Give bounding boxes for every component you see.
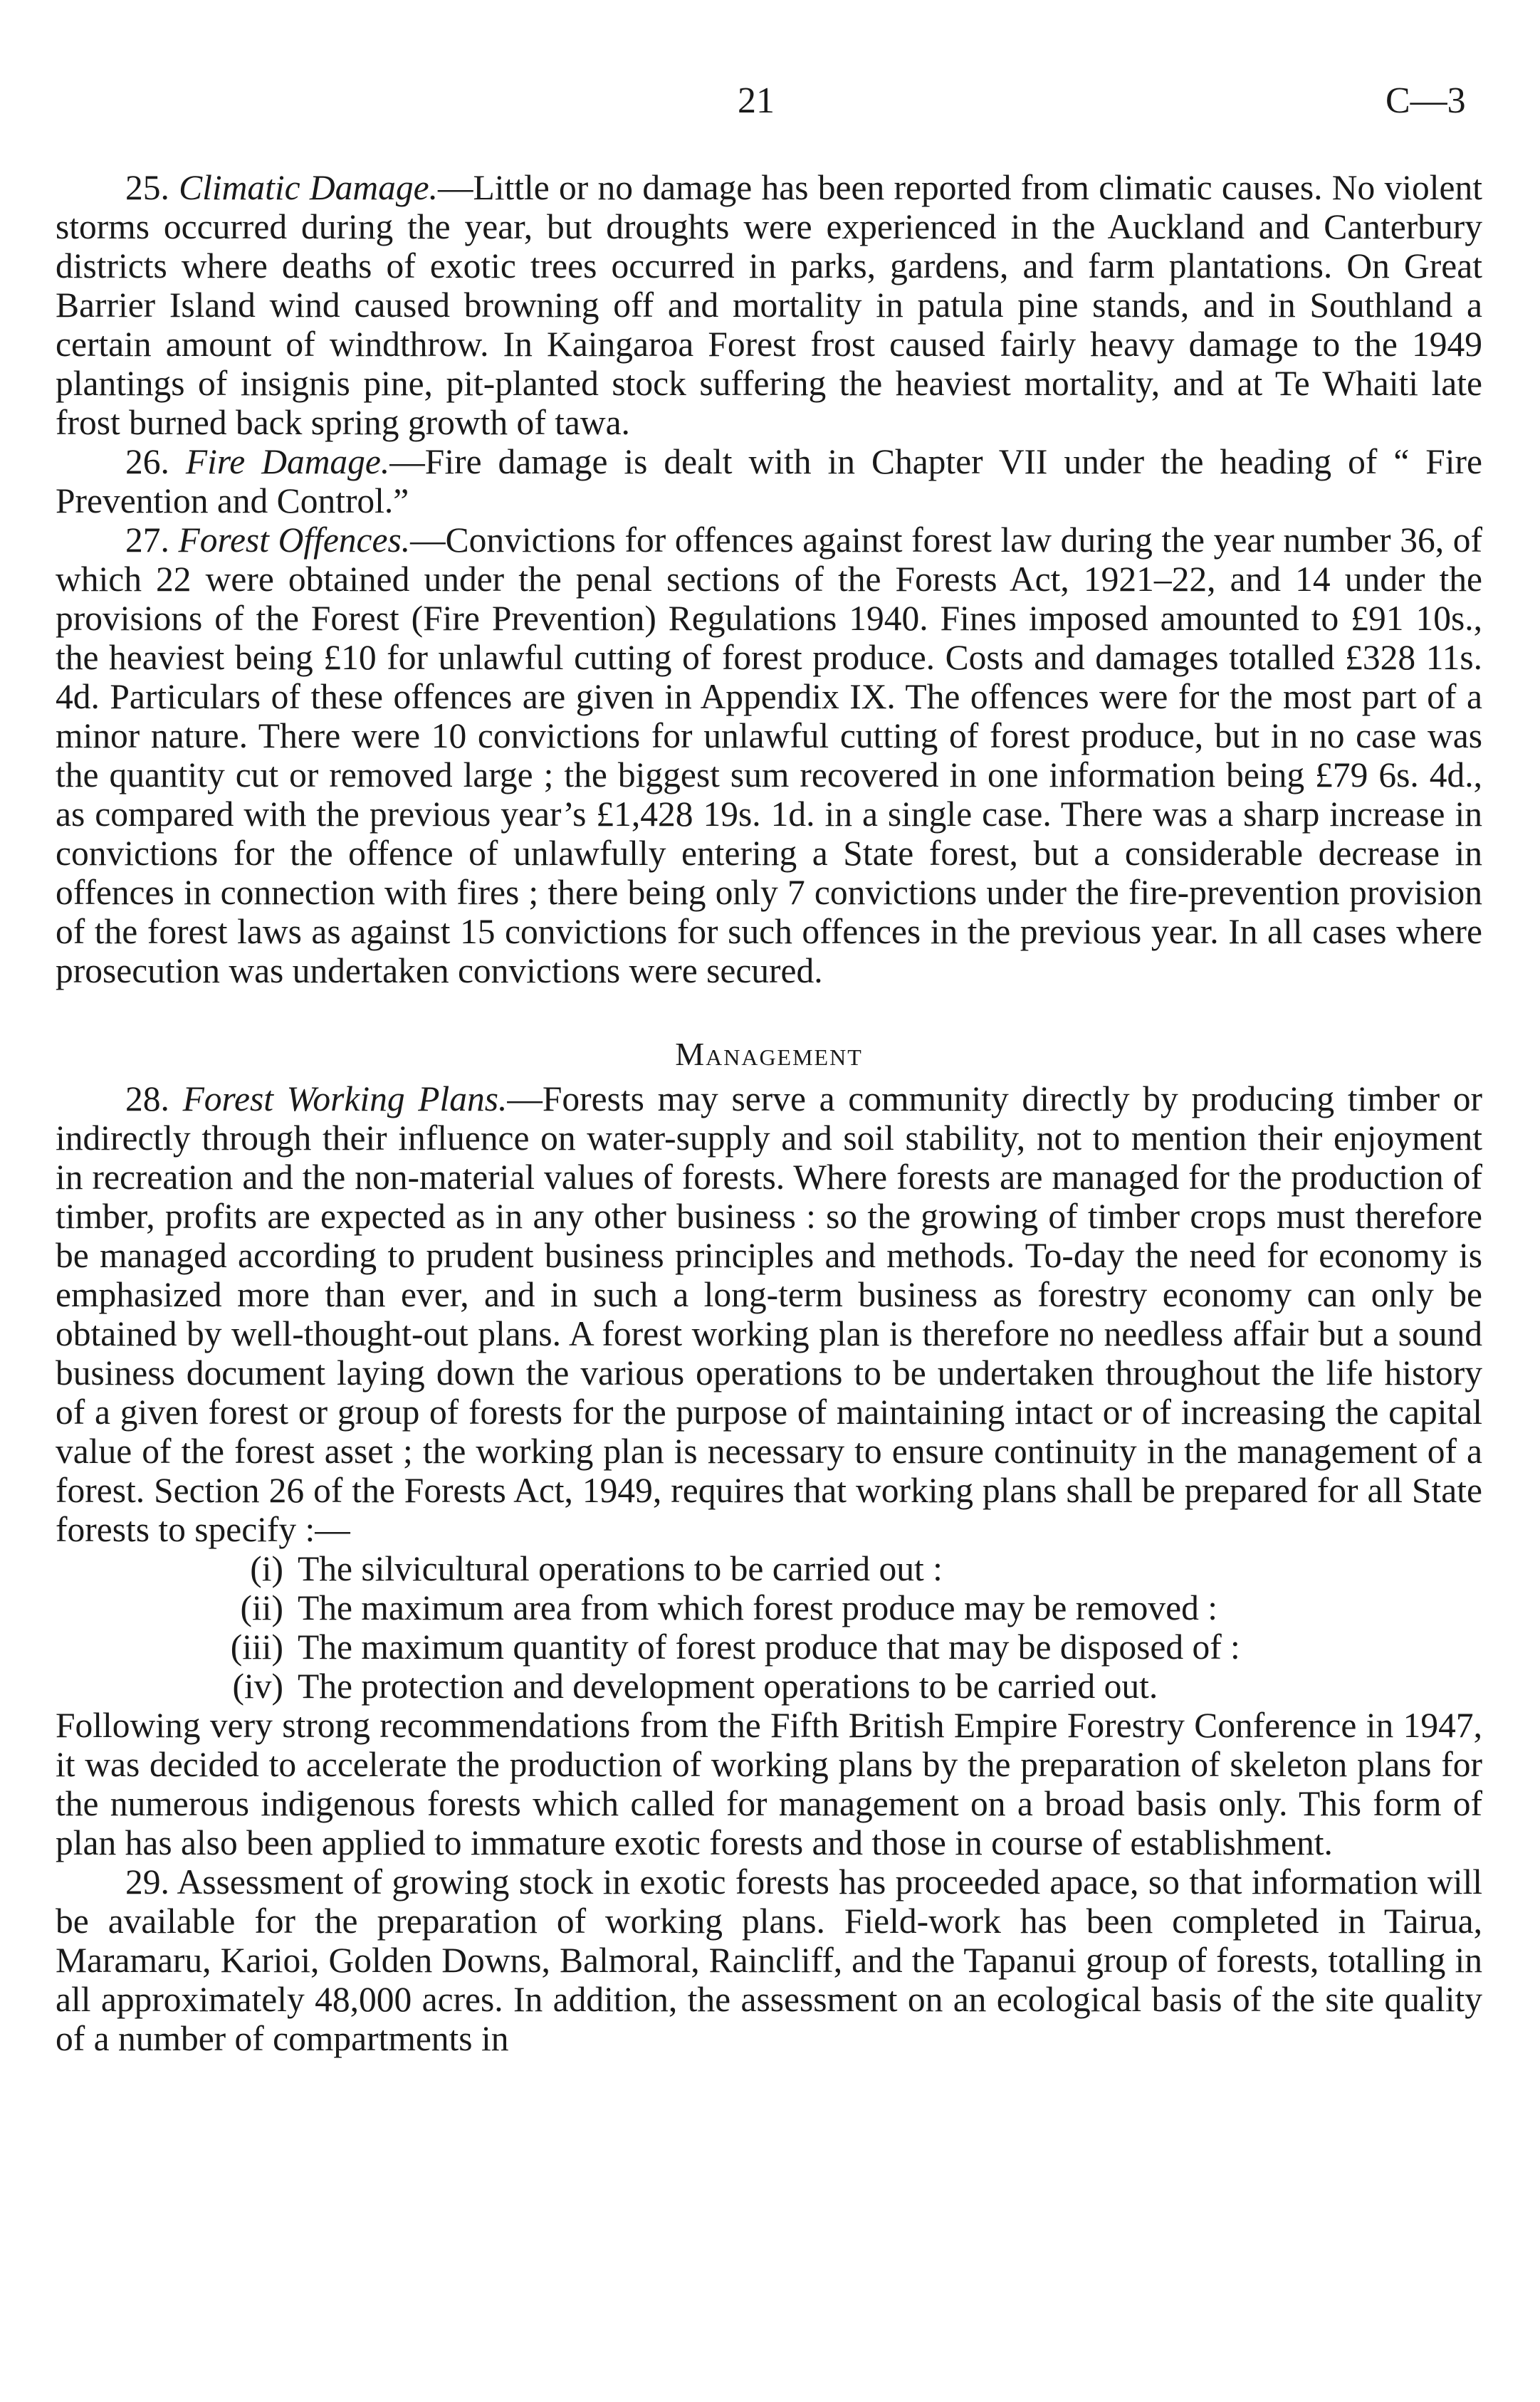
- list-item-text: The silvicultural operations to be carried out :: [298, 1549, 943, 1588]
- paragraph-number: 26.: [125, 442, 186, 481]
- paragraph-title: Fire Damage.: [185, 442, 390, 481]
- paragraph-number: 28.: [125, 1079, 183, 1118]
- list-item-number: (ii): [240, 1588, 283, 1627]
- list-item-text: The protection and development operations to be carried out.: [298, 1667, 1158, 1706]
- list-item-text: The maximum quantity of forest produce that may be disposed of :: [298, 1627, 1240, 1667]
- paragraph-text: —Little or no damage has been reported from climatic causes. No violent storms occurred during the year, but droughts were experienced in the Auckland and Canterbury districts where deaths of exotic trees occurred in parks, gardens, and farm plantations. On Great Barrier Island wind caused browning off and mortality in patula pine stands, and in Southland a certain amount of windthrow. In Kaingaroa Forest frost caused fairly heavy damage to the 1949 plantings of insignis pine, pit-planted stock suffering the heaviest mortality, and at Te Whaiti late frost burned back spring growth of tawa.: [56, 168, 1482, 442]
- paragraph-28-working-plans: [56, 1079, 1482, 1549]
- page-number: 21: [738, 80, 775, 121]
- paragraph-29-assessment: 29. Assessment of growing stock in exotic forests has proceeded apace, so that information will be available for the preparation of working plans. Field-work has been completed in Tairua, Maramaru, Karioi, Golden Downs, Balmoral, Raincliff, and the Tapanui group of forests, totalling in all approximately 48,000 acres. In addition, the assessment on an ecological basis of the site quality of a number of compartments in: [56, 1862, 1482, 2058]
- list-item-number: (iv): [232, 1667, 283, 1706]
- section-heading-management: Management: [675, 1036, 863, 1072]
- body-text: [56, 168, 1482, 2058]
- paragraph-text: —Convictions for offences against forest law during the year number 36, of which 22 were obtained under the penal sections of the Forests Act, 1921–22, and 14 under the provisions of the Forest (Fire Prevention) Regulations 1940. Fines imposed amounted to £91 10s., the heaviest being £10 for unlawful cutting of forest produce. Costs and damages totalled £328 11s. 4d. Particulars of these offences are given in Appendix IX. The offences were for the most part of a minor nature. There were 10 convictions for unlawful cutting of forest produce, but in no case was the quantity cut or removed large ; the biggest sum recovered in one information being £79 6s. 4d., as compared with the previous year’s £1,428 19s. 1d. in a single case. There was a sharp increase in convictions for the offence of unlawfully entering a State forest, but a considerable decrease in offences in connection with fires ; there being only 7 convictions under the fire-prevention provision of the forest laws as against 15 convictions for such offences in the previous year. In all cases where prosecution was undertaken convictions were secured.: [56, 520, 1483, 990]
- paragraph-text: —Fire damage is dealt with in Chapter VII under the heading of “ Fire Prevention and Control.”: [56, 442, 1483, 520]
- paragraph-28-continuation: Following very strong recommendations from the Fifth British Empire Forestry Conference in 1947, it was decided to accelerate the production of working plans by the preparation of skeleton plans for the numerous indigenous forests which called for management on a broad basis only. This form of plan has also been applied to immature exotic forests and those in course of establishment.: [56, 1706, 1482, 1862]
- document-code: C—3: [1386, 80, 1466, 121]
- paragraph-title: Forest Working Plans.: [182, 1079, 508, 1118]
- list-item: [56, 1667, 1482, 1706]
- paragraph-number: 25.: [125, 168, 179, 207]
- paragraph-title: Forest Offences.: [178, 520, 411, 560]
- requirements-list: [56, 1549, 1482, 1706]
- list-item-number: (i): [250, 1549, 283, 1588]
- paragraph-text: —Forests may serve a community directly by producing timber or indirectly through their influence on water-supply and soil stability, not to mention their enjoyment in recreation and the non-material values of forests. Where forests are managed for the production of timber, profits are expected as in any other business : so the growing of timber crops must therefore be managed according to prudent business principles and methods. To-day the need for economy is emphasized more than ever, and in such a long-term business as forestry economy can only be obtained by well-thought-out plans. A forest working plan is therefore no needless affair but a sound business document laying down the various operations to be undertaken throughout the life history of a given forest or group of forests for the purpose of maintaining intact or of increasing the capital value of the forest asset ; the working plan is necessary to ensure continuity in the management of a forest. Section 26 of the Forests Act, 1949, requires that working plans shall be prepared for all State forests to specify :—: [56, 1079, 1482, 1549]
- list-item: [56, 1549, 1482, 1588]
- paragraph-27-forest-offences: [56, 520, 1482, 990]
- list-item: [56, 1627, 1482, 1667]
- paragraph-number: 27.: [125, 520, 179, 560]
- paragraph-26-fire-damage: [56, 442, 1482, 520]
- list-item-text: The maximum area from which forest produce may be removed :: [298, 1588, 1218, 1627]
- list-item-number: (iii): [230, 1627, 283, 1667]
- paragraph-25-climatic-damage: [56, 168, 1482, 442]
- paragraph-title: Climatic Damage.: [179, 168, 439, 207]
- page-header: [0, 80, 1540, 137]
- list-item: [56, 1588, 1482, 1627]
